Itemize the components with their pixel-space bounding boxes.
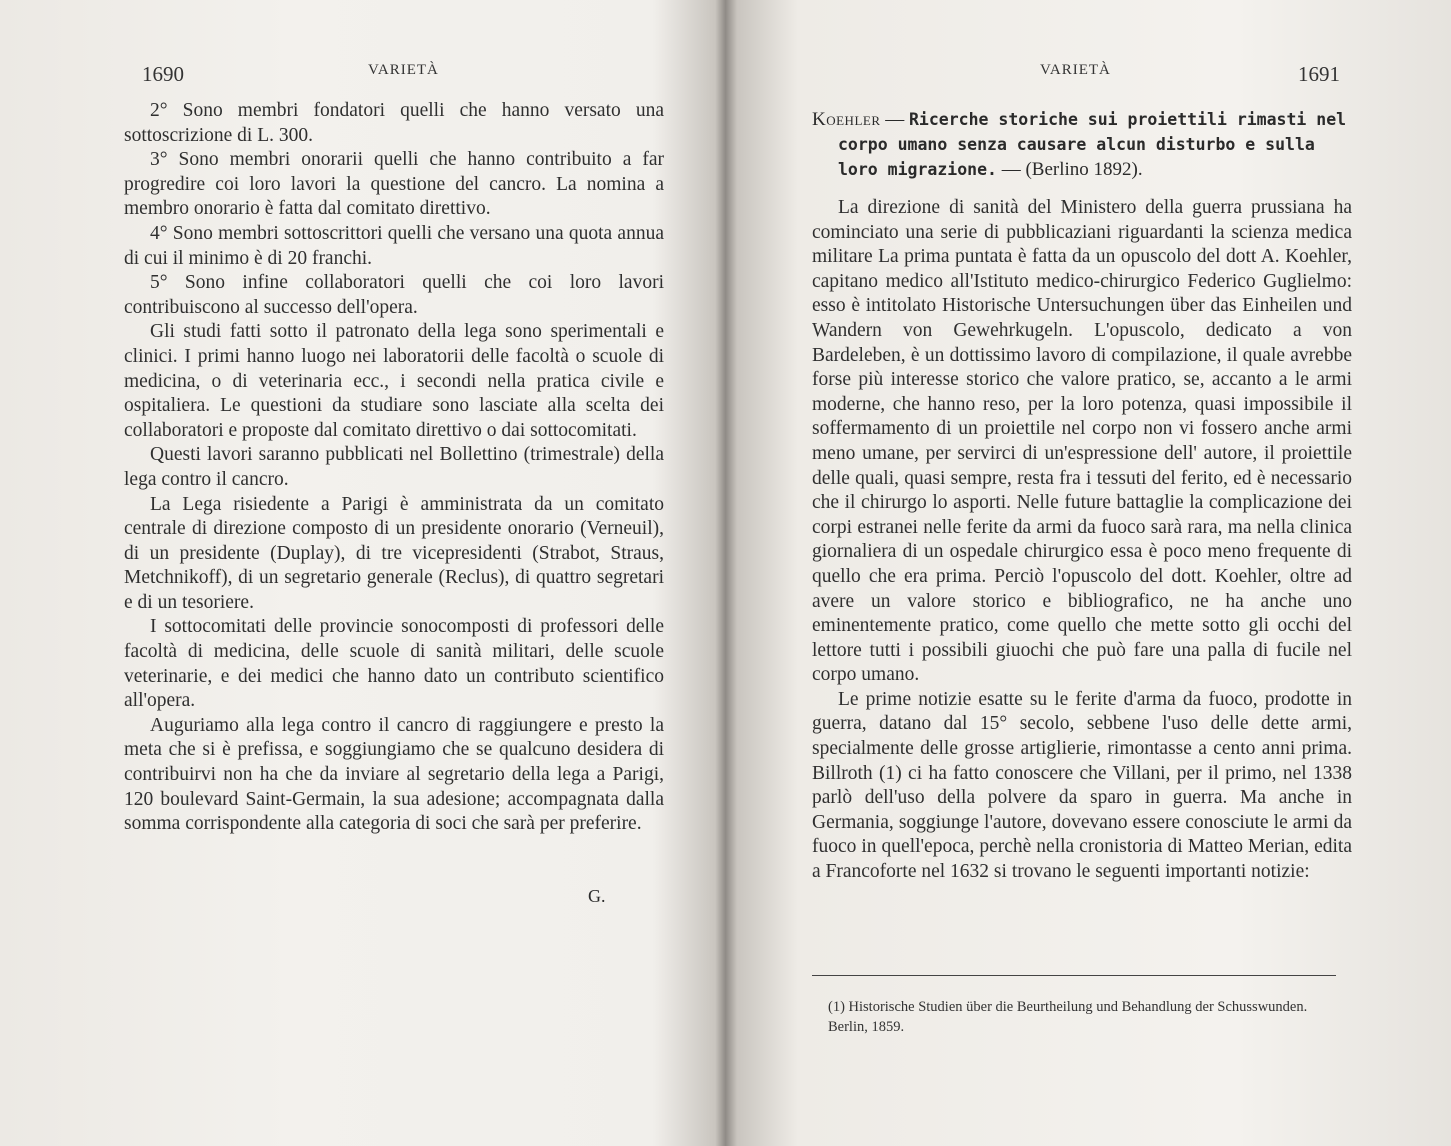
footnote-divider: [812, 975, 1336, 976]
running-head-left: VARIETÀ: [368, 62, 439, 78]
page-number-left: 1690: [142, 62, 184, 86]
paragraph: 3° Sono membri onorarii quelli che hanno contribuito a far progredire coi loro lavori la questione del cancro. La nomina a membro onorario è fatta dal comitato direttivo.: [124, 149, 664, 220]
article-title-line-3: loro migrazione.: [838, 159, 997, 179]
signature: G.: [588, 886, 606, 906]
paragraph: Le prime notizie esatte su le ferite d'arma da fuoco, prodotte in guerra, datano dal 15° secolo, sebbene l'uso delle dette armi, specialmente delle grosse artiglierie, rimontasse a cento anni prima. Billroth (1) ci ha fatto conoscere che Villani, per il primo, nel 1338 parlò dell'uso della polvere da sparo in guerra. Ma anche in Germania, soggiunge l'autore, dovevano essere conosciute le armi da fuoco in quell'epoca, perchè nella cronistoria di Matteo Merian, edita a Francoforte nel 1632 si trovano le seguenti importanti notizie:: [812, 688, 1352, 883]
article-title-line-2: corpo umano senza causare alcun disturbo e sulla: [838, 134, 1315, 154]
left-page: [0, 0, 720, 1146]
article-title-line-1: Ricerche storiche sui proiettili rimasti nel: [909, 110, 1347, 129]
page-number-right: 1691: [1298, 62, 1340, 86]
article-author: Koehler: [812, 109, 881, 130]
paragraph: La direzione di sanità del Ministero della guerra prussiana ha cominciato una serie di pubblicaziani riguardanti la scienza medica militare La prima puntata è fatta da un opuscolo del dott A. Koehler, capitano medico all'Istituto medico-chirurgico Federico Guglielmo: esso è intitolato Historische Untersuchungen über das Einheilen und Wandern von Gewehrkugeln. L'opuscolo, dedicato a von Bardeleben, è un dottissimo lavoro di compilazione, il quale avrebbe forse più interesse storico che valore pratico, se, accanto a le armi moderne, che hanno reso, per la loro potenza, quasi impossibile il soffermamento di un proiettile nel corpo non vi fossero anche armi meno umane, per servirci di un'espressione dell' autore, il proiettile delle quali, quasi sempre, resta fra i tessuti del ferito, ed è necessario che il chirurgo lo asporti. Nelle future battaglie la complicazione dei corpi estranei nelle ferite da armi da fuoco sarà rara, ma nella clinica giornaliera di un ospedale chirurgico essa è poco meno frequente di quello che era prima. Perciò l'opuscolo del dott. Koehler, oltre ad avere un valore storico e bibliografico, ne ha anche uno eminentemente pratico, come quello che mette sotto gli occhi del lettore tutti i possibili giuochi che può fare una palla di fucile nel corpo umano.: [812, 197, 1352, 686]
paragraph: 4° Sono membri sottoscrittori quelli che versano una quota annua di cui il minimo è di 20 franchi.: [124, 222, 664, 269]
paragraph: La Lega risiedente a Parigi è amministrata da un comitato centrale di direzione composto di un presidente onorario (Verneuil), di un presidente (Duplay), di tre vicepresidenti (Strabot, Straus, Metchnikoff), di un segretario generale (Reclus), di quattro segretari e di un tesoriere.: [124, 493, 664, 613]
paragraph: Questi lavori saranno pubblicati nel Bollettino (trimestrale) della lega contro il cancro.: [124, 444, 664, 490]
paragraph: 5° Sono infine collaboratori quelli che coi loro lavori contribuiscono al successo dell'opera.: [124, 272, 664, 318]
left-body-text: [124, 99, 664, 837]
right-page: [728, 0, 1451, 1146]
right-body-text: [812, 196, 1352, 885]
footnote: (1) Historische Studien über die Beurtheilung und Behandlung der Schusswunden. Berlin, 1859.: [828, 999, 1308, 1035]
article-place-year: — (Berlino 1892).: [1001, 158, 1143, 180]
paragraph: I sottocomitati delle provincie sonocomposti di professori delle facoltà di medicina, delle scuole di sanità militari, delle scuole veterinarie, e dei medici che hanno dato un contributo scientifico all'opera.: [124, 616, 664, 712]
paragraph: Gli studi fatti sotto il patronato della lega sono sperimentali e clinici. I primi hanno luogo nei laboratorii delle facoltà o scuole di medicina, o di veterinaria ecc., i secondi nella pratica civile e ospitaliera. Le questioni da studiare sono lasciate alla scelta dei collaboratori e proposte dal comitato direttivo o dai sottocomitati.: [124, 321, 664, 441]
running-head-right: VARIETÀ: [1040, 62, 1111, 78]
article-heading: Koehler — Ricerche storiche sui proiettili rimasti nel corpo umano senza causare alcun disturbo e sulla loro migrazione. — (Berlino 1892).: [812, 109, 1347, 180]
paragraph: 2° Sono membri fondatori quelli che hanno versato una sottoscrizione di L. 300.: [124, 100, 664, 146]
paragraph: Auguriamo alla lega contro il cancro di raggiungere e presto la meta che si è prefissa, e soggiungiamo che se qualcuno desidera di contribuirvi non ha che da inviare al segretario della lega a Parigi, 120 boulevard Saint-Germain, la sua adesione; accompagnata dalla somma corrispondente alla categoria di soci che sarà per preferire.: [124, 714, 664, 835]
